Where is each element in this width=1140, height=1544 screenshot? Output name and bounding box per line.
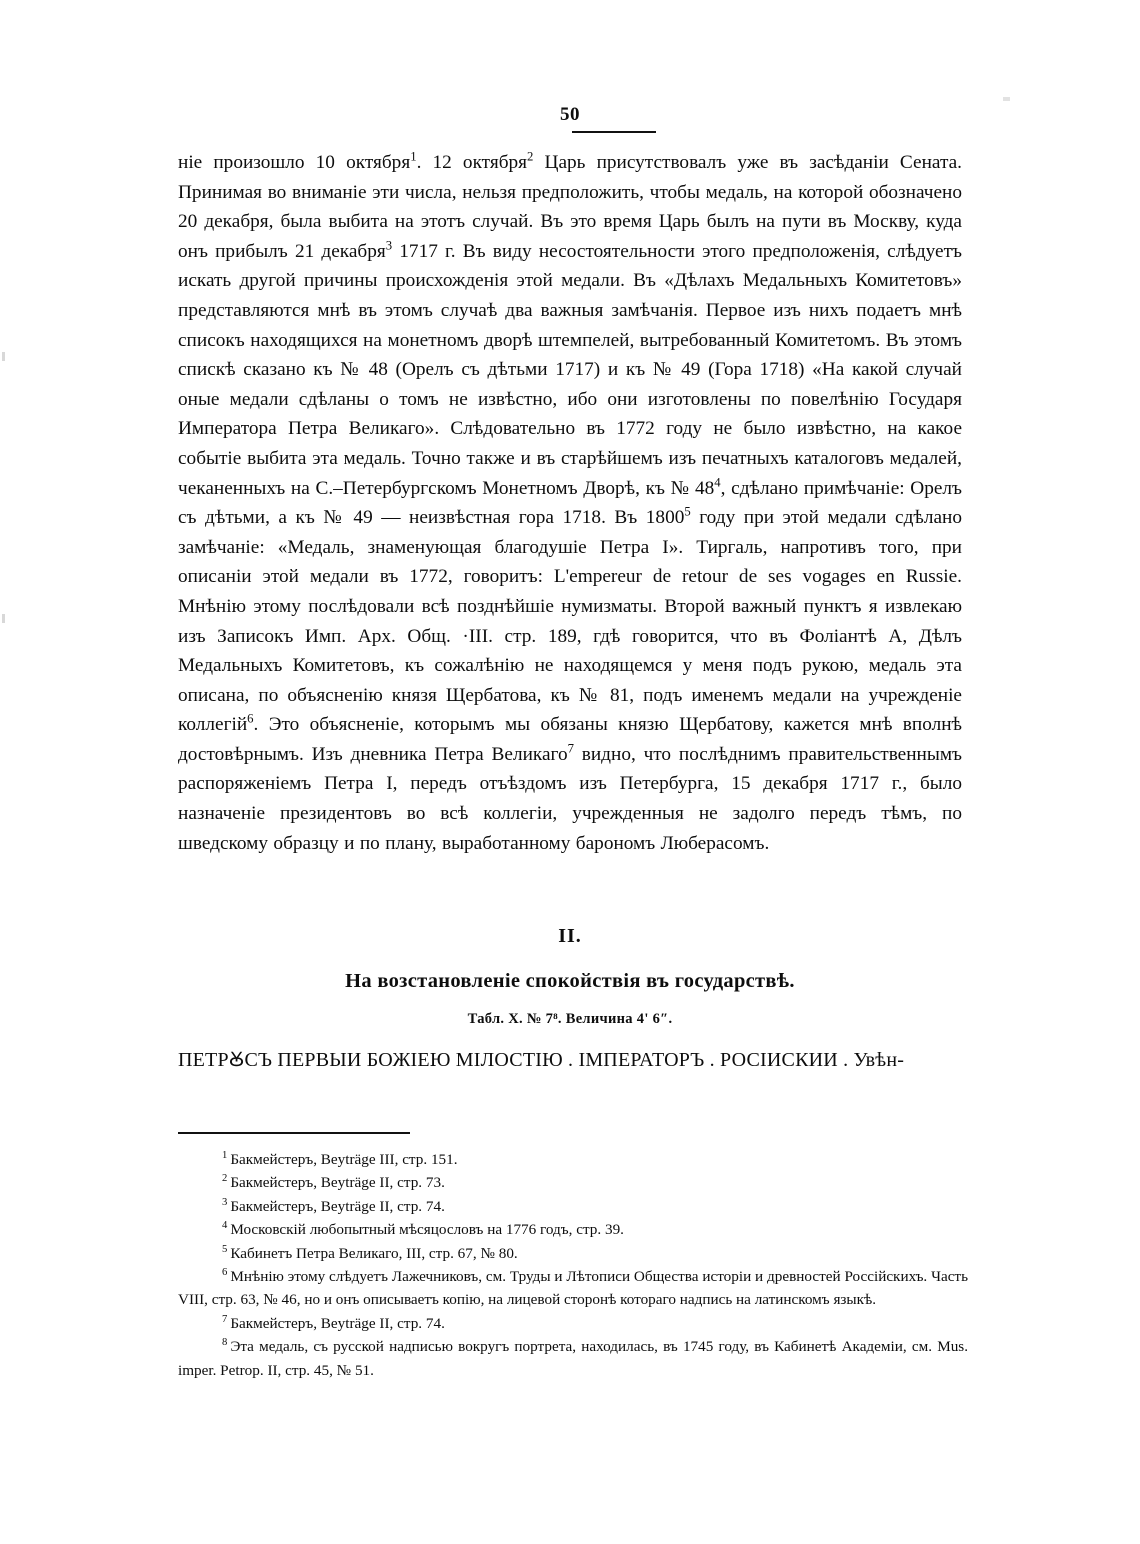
footnote-item bbox=[178, 1171, 968, 1194]
section-title: На возстановленіе спокойствія въ государствѣ. bbox=[345, 970, 795, 992]
footnote-item bbox=[178, 1218, 968, 1241]
footnote-item bbox=[178, 1265, 968, 1312]
footnote-mark: 2 bbox=[222, 1173, 228, 1185]
scan-artifact-left-lower bbox=[2, 614, 5, 623]
footnote-text: Бакмейстеръ, Beyträge II, стр. 73. bbox=[230, 1174, 445, 1192]
footnote-mark: 1 bbox=[222, 1149, 228, 1161]
header-rule bbox=[572, 131, 656, 133]
footnote-text: Бакмейстеръ, Beyträge II, стр. 74. bbox=[230, 1314, 445, 1332]
footnote-item bbox=[178, 1242, 968, 1265]
page-number: 50 bbox=[560, 104, 580, 125]
footnote-mark: 4 bbox=[222, 1220, 228, 1232]
scan-artifact-left-upper bbox=[2, 352, 5, 361]
scan-artifact-top-right bbox=[1003, 97, 1010, 101]
footnote-separator bbox=[178, 1132, 410, 1134]
footnote-mark: 3 bbox=[222, 1196, 228, 1208]
footnote-item bbox=[178, 1312, 968, 1335]
footnote-text: Мнѣнію этому слѣдуетъ Лажечниковъ, см. Труды и Лѣтописи Общества исторіи и древностей Россійскихъ. Часть VIII, стр. 63, № 46, но и онъ описываетъ копію, на лицевой сторонѣ котораго надпись на латинскомъ языкѣ. bbox=[178, 1268, 968, 1309]
page-header bbox=[0, 104, 1140, 126]
footnote-item bbox=[178, 1335, 968, 1382]
footnote-text: Бакмейстеръ, Beyträge III, стр. 151. bbox=[230, 1151, 458, 1168]
footnote-mark: 5 bbox=[222, 1243, 228, 1255]
footnote-mark: 8 bbox=[222, 1337, 228, 1349]
footnote-mark: 6 bbox=[222, 1266, 228, 1278]
footnote-text: Эта медаль, съ русской надписью вокругъ портрета, находилась, въ 1745 году, въ Кабинетѣ Академіи, см. Mus. imper. Petrop. II, стр. 45, № 51. bbox=[178, 1338, 968, 1379]
footnote-mark: 7 bbox=[222, 1313, 228, 1325]
section-number: II. bbox=[558, 925, 582, 947]
medal-inscription: ПЕТРꙊСЪ ПЕРВЫИ БОЖІЕЮ МІЛОСТІЮ . ІМПЕРАТОРЪ . РОСІИСКИИ . Увѣн- bbox=[178, 1049, 905, 1071]
footnote-text: Кабинетъ Петра Великаго, III, стр. 67, № 80. bbox=[230, 1244, 518, 1262]
main-paragraph: ніе произошло 10 октября$^1$. 12 октября$^2$ Царь присутствовалъ уже въ засѣданіи Сената. Принимая во вниманіе эти числа, нельзя предположить, чтобы медаль, на которой обозначено 20 декабря, была выбита на этотъ случай. Въ это время Царь былъ на пути въ Москву, куда онъ прибылъ 21 декабря$^3$ 1717 г. Въ виду несостоятельности этого предположенія, слѣдуетъ искать другой причины происхожденія этой медали. Въ «Дѣлахъ Медальныхъ Комитетовъ» представляются мнѣ въ этомъ случаѣ два важныя замѣчанія. Первое изъ нихъ подаетъ мнѣ списокъ находящихся на монетномъ дворѣ штемпелей, вытребованный Комитетомъ. Въ этомъ спискѣ сказано къ № 48 (Орелъ съ дѣтьми 1717) и къ № 49 (Гора 1718) «На какой случай оные медали сдѣланы о томъ не извѣстно, ибо они изготовлены по повелѣнію Государя Императора Петра Великаго». Слѣдовательно въ 1772 году не было извѣстно, на какое событіе выбита эта медаль. Точно также и въ старѣйшемъ изъ печатныхъ каталоговъ медалей, чеканенныхъ на С.–Петербургскомъ Монетномъ Дворѣ, къ № $48^4$, сдѣлано примѣчаніе: Орелъ съ дѣтьми, а къ № 49 — неизвѣстная гора 1718. Въ 1800$^5$ году при этой медали сдѣлано замѣчаніе: «Медаль, знаменующая благодушіе Петра I». Тиргаль, напротивъ того, при описаніи этой медали въ 1772, говоритъ: L'empereur de retour de ses vogages en Russie. Мнѣнію этому послѣдовали всѣ позднѣйшіе нумизматы. Второй важный пунктъ я извлекаю изъ Записокъ Имп. Арх. Общ. ·III. стр. 189, гдѣ говорится, что въ Фоліантѣ А, Дѣлъ Медальныхъ Комитетовъ, къ сожалѣнію не находящемся у меня подъ рукою, медаль эта описана, по объясненію князя Щербатова, къ № 81, подъ именемъ медали на учрежденіе коллегій$^6$. Это объясненіе, которымъ мы обязаны князю Щербатову, кажется мнѣ вполнѣ достовѣрнымъ. Изъ дневника Петра Великаго$^7$ видно, что послѣднимъ правительственнымъ распоряженіемъ Петра I, передъ отъѣздомъ изъ Петербурга, 15 декабря 1717 г., было назначеніе президентовъ во всѣ коллегіи, учрежденныя не задолго передъ тѣмъ, по шведскому образцу и по плану, выработанному барономъ Люберасомъ. bbox=[178, 149, 963, 854]
footnote-item bbox=[178, 1195, 968, 1218]
body-text bbox=[178, 148, 962, 858]
footnote-text: Московскій любопытный мѣсяцословъ на 1776 годъ, стр. 39. bbox=[230, 1221, 624, 1239]
footnote-text: Бакмейстеръ, Beyträge II, стр. 74. bbox=[230, 1197, 445, 1215]
footnote-list bbox=[178, 1148, 968, 1382]
footnote-item bbox=[178, 1148, 968, 1171]
section-plate-reference: Табл. X. № 7⁸. Величина 4' 6″. bbox=[467, 1011, 673, 1027]
